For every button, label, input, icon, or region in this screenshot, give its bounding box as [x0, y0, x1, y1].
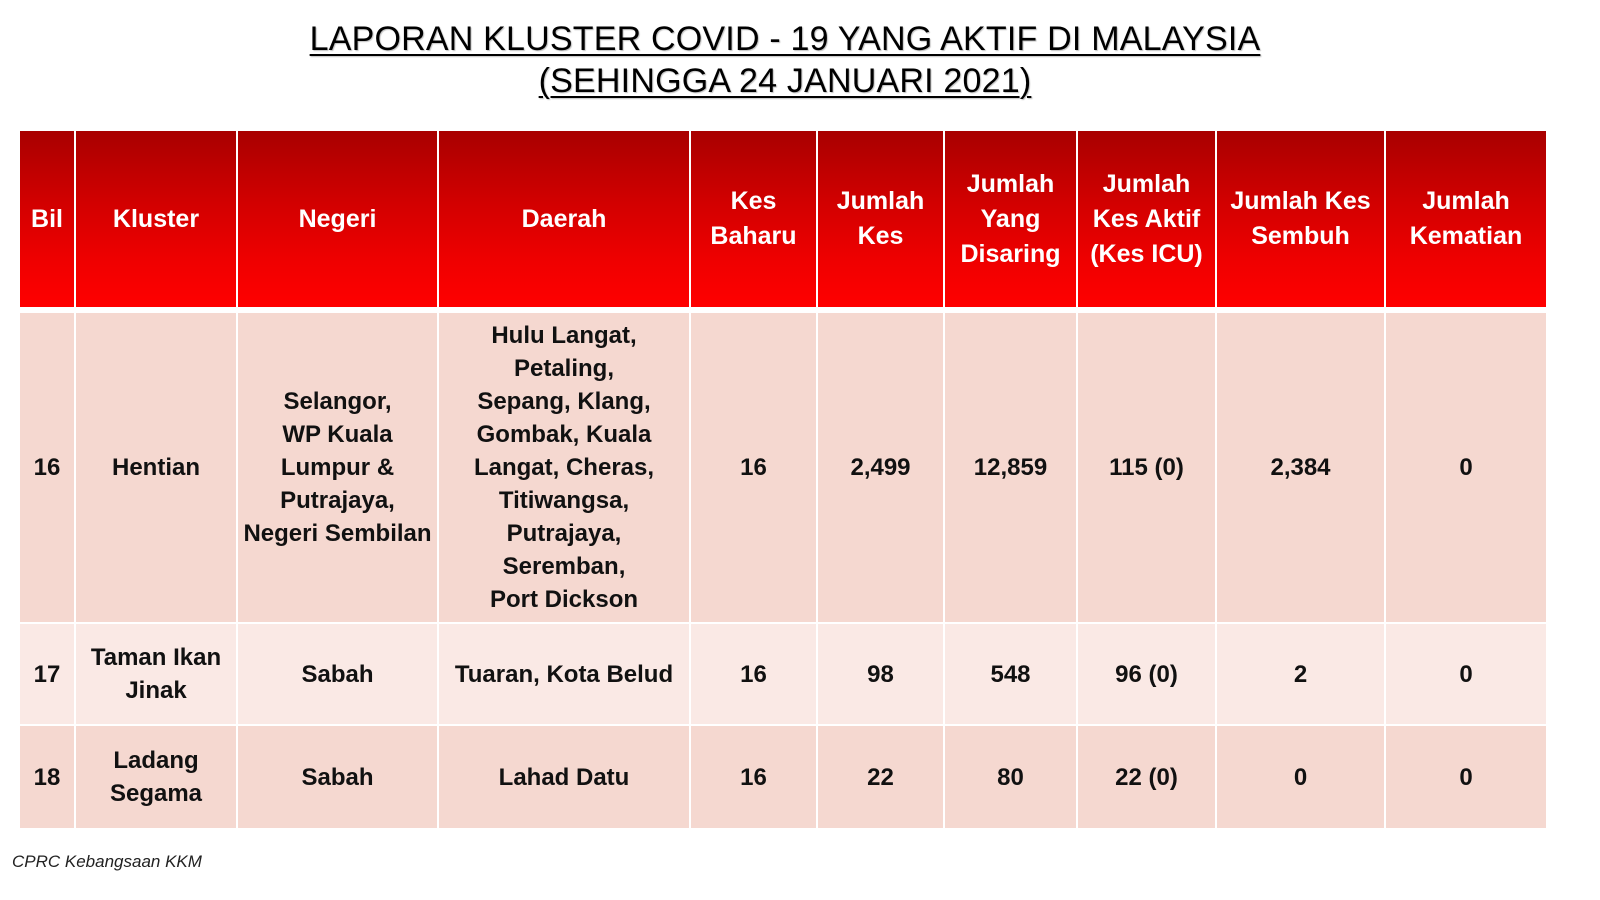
cell-jumlah-disaring: 12,859: [944, 310, 1077, 623]
header-kematian: Jumlah Kematian: [1385, 130, 1547, 310]
header-kes-sembuh: Jumlah Kes Sembuh: [1216, 130, 1385, 310]
cell-kes-baharu: 16: [690, 623, 817, 725]
title-line-2: [0, 60, 1570, 102]
cell-kes-baharu: 16: [690, 725, 817, 829]
cell-daerah: Hulu Langat, Petaling, Sepang, Klang, Gombak, Kuala Langat, Cheras, Titiwangsa, Putrajaya, Seremban, Port Dickson: [438, 310, 690, 623]
cell-kluster: Ladang Segama: [75, 725, 237, 829]
cell-jumlah-kes: 22: [817, 725, 944, 829]
table-row: [19, 725, 1547, 829]
cell-kes-aktif: 115 (0): [1077, 310, 1216, 623]
cell-negeri: Sabah: [237, 725, 438, 829]
cell-daerah: Lahad Datu: [438, 725, 690, 829]
page-title: [0, 18, 1570, 102]
title-line-1: [0, 18, 1570, 60]
source-credit: CPRC Kebangsaan KKM: [12, 852, 202, 871]
cell-jumlah-kes: 98: [817, 623, 944, 725]
cell-bil: 16: [19, 310, 75, 623]
cell-kes-sembuh: 2: [1216, 623, 1385, 725]
table-row: [19, 623, 1547, 725]
cell-negeri: Selangor, WP Kuala Lumpur & Putrajaya, Negeri Sembilan: [237, 310, 438, 623]
cell-kematian: 0: [1385, 310, 1547, 623]
table-row: [19, 310, 1547, 623]
header-row: [19, 130, 1547, 310]
cell-kluster: Hentian: [75, 310, 237, 623]
cell-jumlah-disaring: 548: [944, 623, 1077, 725]
cell-jumlah-kes: 2,499: [817, 310, 944, 623]
header-jumlah-disaring: Jumlah Yang Disaring: [944, 130, 1077, 310]
header-bil: Bil: [19, 130, 75, 310]
cell-daerah: Tuaran, Kota Belud: [438, 623, 690, 725]
cell-kes-sembuh: 0: [1216, 725, 1385, 829]
cell-kes-aktif: 96 (0): [1077, 623, 1216, 725]
header-negeri: Negeri: [237, 130, 438, 310]
header-jumlah-kes: Jumlah Kes: [817, 130, 944, 310]
cell-jumlah-disaring: 80: [944, 725, 1077, 829]
cell-bil: 18: [19, 725, 75, 829]
cell-bil: 17: [19, 623, 75, 725]
header-kes-baharu: Kes Baharu: [690, 130, 817, 310]
title-text-2: (SEHINGGA 24 JANUARI 2021): [538, 62, 1032, 100]
title-text-1: LAPORAN KLUSTER COVID - 19 YANG AKTIF DI MALAYSIA: [309, 20, 1261, 58]
cell-kematian: 0: [1385, 725, 1547, 829]
cell-kes-baharu: 16: [690, 310, 817, 623]
header-kes-aktif: Jumlah Kes Aktif (Kes ICU): [1077, 130, 1216, 310]
cell-kes-aktif: 22 (0): [1077, 725, 1216, 829]
cell-kluster: Taman Ikan Jinak: [75, 623, 237, 725]
cell-negeri: Sabah: [237, 623, 438, 725]
cell-kes-sembuh: 2,384: [1216, 310, 1385, 623]
header-kluster: Kluster: [75, 130, 237, 310]
cell-kematian: 0: [1385, 623, 1547, 725]
cluster-table: [18, 129, 1548, 830]
header-daerah: Daerah: [438, 130, 690, 310]
